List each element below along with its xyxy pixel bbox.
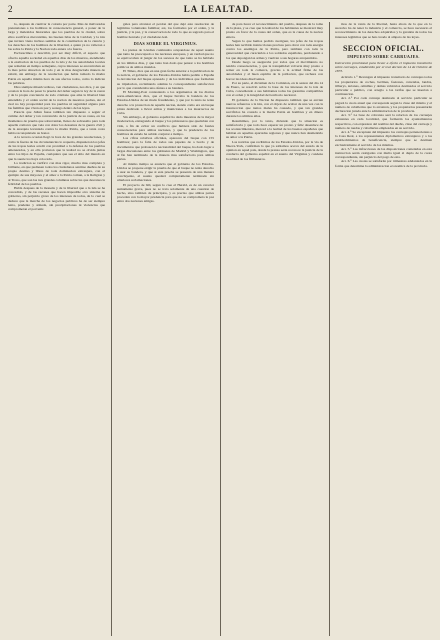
column-2: [111, 22, 214, 636]
paragraph: de para hacer el reconocimiento del pueblo, despues de la toma de la plaza, y se cree que la lealtad de los habitantes se mostrará muy pronto en favor de la causa del orden, que es la causa de la nacion entera.: [226, 22, 323, 39]
column-1: [8, 22, 105, 636]
paragraph: Esclarecimos a describir, por ser muy difícil, el aspecto que ofrecia aquella sociedad en aquellos dias de los muertos, atendiendo a la exaltacion de los pueblos de la isla y de las autoridades locales que reinaban en tiempo semejante, cuyos intereses se encontraban en la mas pobre situacion de todo y en la mas desgraciada manera de existir, sin embargo de la resolucion que habia tomado la madre Patria en aquella misma hora de sus afectos todos, como lo indican las palabras.: [8, 51, 105, 85]
paragraph: La tradicion se verificó con mas rigor, mucho mas completa y brillante, en que pudiesen todos los ciudadanos sentirse dueños de su propio destino y libres de toda dominacion extranjera, con el ejemplo de sus mayores y el amor a la Patria comun, a la Religion y al Trono, que son las tres grandes columnas sobre las que descansa la felicidad de los pueblos.: [8, 160, 105, 186]
page-header: [8, 4, 432, 16]
section-subtitle: IMPUESTO SOBRE CARRUAJES.: [347, 53, 420, 59]
paragraph: mos de la venta de la libertad, hasta ahora de la que en lo sucesivo ha de tener la industria y el comercio, se hace necesario el reconocimiento de los derechos adquiridos y la garantia de todos los intereses legitimos que se han creado al amparo de las leyes.: [335, 22, 432, 39]
paragraph: Las noticias que recibimos de los Estados-Unidos, por la via de Nueva-York, confirman lo que ya sabiamos acerca del estado de la opinion en aquel pais, donde la prensa seria reconoce la justicia de la conducta del gobierno español en el asunto del Virginius y condena la actitud de los filibusteros.: [226, 139, 323, 161]
paragraph: Art. 6.° Las cuotas se satisfarán por trimestres adelantados en la forma que determine la administracion economica de la provincia.: [335, 159, 432, 168]
paragraph: Art. 3.° La base de cobranza será la relacion de los carruajes existentes en cada localidad, que formarán los ayuntamientos respectivos, con expresion del nombre del dueño, clase del carruaje y numero de ruedas y caballerias empleadas en su servicio.: [335, 113, 432, 130]
paragraph: Parecia que Julian fuese tambien tan dispuesto a seguir el camino del deber y tan convencido de la justicia de su causa, en los momentos de prueba que sobrevenian, llenos de sobresalto para toda aquella comarca que veia con dolor los desastres de la guerra civil y de la anarquia levantada contra la madre Patria, que a tanta costa habia reconquistado su honor.: [8, 110, 105, 136]
newspaper-title: LA LEALTAD.: [183, 4, 254, 14]
paragraph: Al mismo tiempo se anuncia que el gobierno de los Estados-Unidos se propone exigir la prueba de que el buque no tenia derecho a usar su bandera, y que si esta prueba se presenta de una manera concluyente, el asunto quedará completamente terminado sin ulteriores reclamaciones.: [117, 161, 214, 183]
paragraph: Habla despues de la moneda y de la libertad que a la isla se ha concedido, y de las razones que hacen imposible otro sistema de gobierno, sin perjuicio grave de los intereses de todos, de lo cual se deduce que la marcha de los negocios publicos ha de ser siempre lenta, prudente y atinada, sin precipitaciones ni violencias que comprometan el porvenir.: [8, 185, 105, 211]
paragraph: A la tercera ocasion llegó la hora de las grandes resoluciones, y como la fuerza de las circunstancias lo requeria, dispusieron los jefes de las tropas leales acudir con prontitud a la defensa de los pueblos amenazados, y en ella probaron que la lealtad no se olvida jamas entre los hijos de España, cualquiera que sea el sitio del mundo en que la suerte los haya colocado.: [8, 135, 105, 161]
paragraph: Las cifras relativas oficiales, aparecen del buque con 155 hombres; pero la falta de todos sus papeles de a bordo y de documentos que probasen la nacionalidad del buque, ha dado lugar a largas discusiones entre los gabinetes de Madrid y Washington, que al fin han terminado de la manera mas satisfactoria para ambas partes.: [117, 136, 214, 162]
page-number: 2: [8, 4, 13, 14]
paragraph: Art. 5.° Las infracciones de las disposiciones contenidas en esta instruccion serán castigadas con multa igual al duplo de la cuota correspondiente, sin perjuicio del pago de esta.: [335, 146, 432, 160]
text-columns: [8, 22, 432, 636]
column-4: [329, 22, 432, 636]
header-rule: [8, 18, 432, 19]
paragraph: gales para alcanzar el perdon del que dejó este resolucion de legitimas voluntades familias; asi, los formados por el orden, y la justicia, y la paz, y la conservacion de todo lo que es sagrado para el hombre honrado y el ciudadano leal.: [117, 22, 214, 39]
intro-paragraph: Instruccion provisional para llevar a efecto el impuesto transitorio sobre carruajes, establecido por el real decreto de 14 de Octubre de 1873.: [335, 60, 432, 74]
paragraph: El Times, dice que en una gran fecha anterior a la publicacion de la noticia, el gobierno de los Estados-Unidos habia pedido a España la devolucion del buque apresado y de los individuos que formaban su tripulacion, reclamando ademas la correspondiente satisfaccion por lo que consideraba una ofensa a su bandera.: [117, 69, 214, 90]
paragraph: Art. 2.° Por cada carruaje destinado al servicio particular se pagará la cuota anual que corresponda segun la clase del mismo y el numero de caballerias que lo arrastren, y los propietarios presentarán declaracion jurada ante la administracion de la provincia.: [335, 96, 432, 114]
paragraph: El gobierno de la Nacion ha dispuesto tambien que se envien nuevos refuerzos a la isla, con el objeto de acabar de una vez con la insurreccion que tantos males ha causado, y que tan grandes sacrificios ha costado a la madre Patria en hombres y en dinero durante los ultimos años.: [226, 97, 323, 119]
column-3: [220, 22, 323, 636]
paragraph: El proyecto de bill, segun lo cree el Herald, es de un caracter sumamente grave, pues no se trata solamente de una cuestion de hecho, sino tambien de principios, y es preciso que ambas partes procedan con la mayor prudencia para que no se comprometa la paz entre dos naciones amigas.: [117, 182, 214, 204]
paragraph: Sin embargo, el gobierno español ha dado muestras de la mayor moderacion, entregando el buque y los prisioneros que quedaban con vida, a fin de evitar un conflicto que hubiera sido de fatales consecuencias para ambas naciones, y que la prudencia de los hombres de estado ha sabido conjurar a tiempo.: [117, 115, 214, 137]
paragraph: Segun lo que hemos podido averiguar, los jefes de las tropas leales han recibido instrucciones precisas para obrar con toda energia contra los enemigos de la Patria, pero tambien con toda la generosidad que caracteriza a los soldados españoles, perdonando a los que depongan las armas y vuelvan a sus hogares arrepentidos.: [226, 38, 323, 60]
section-title: SECCION OFICIAL.: [342, 43, 425, 53]
paragraph: Resumimos, por lo tanto, diciendo que la situacion es satisfactoria y que todo hace esperar un pronto y feliz desenlace de los acontecimientos, merced a la lealtad de los buenos españoles que habitan en aquellas apartadas regiones y que nunca han desmentido su amor a la Patria.: [226, 118, 323, 140]
paragraph: El Morning-Post contestando a los argumentos de los diarios norte-americanos dice, que el buque llevaba la bandera de los Estados-Unidos de un modo fraudulento, y que por lo tanto no tenia derecho a la proteccion de aquella nacion, siendo como era un buque pirata dedicado a llevar armas y municiones a los insurrectos de Cuba.: [117, 90, 214, 116]
paragraph: Desde luego se aseguraba por todos que el movimiento no tendria consecuencias, y que la tranquilidad volveria muy pronto a reinar en toda la comarca, gracias a la actitud firme de las autoridades y al buen espiritu de la poblacion, que rechaza con horror las ideas disolventes.: [226, 59, 323, 81]
paragraph: Articulo 1.° Devengan el impuesto transitorio de carruajes todos los propietarios de coches, berlinas, faetones, carretelas, landós, tilburys, tartanas, omnibus y demas vehiculos destinados al servicio particular o publico, con arreglo a las tarifas que se insertan a continuacion.: [335, 75, 432, 97]
paragraph: lo, después de cautivar la colonia por parte. Mas de malvaradas pretensiones a los hombres ni consecuencia general, a poner de la larga y malezidos historiales que los pueblos de la ciudad, sobre ellos sacrificos mercantiles, las buenas Islas de la Caridad, y la isla que tuviera vieno incluso semilas de la constitucion de la ciencia y los derechos de los hombres de la liberdad, a quien ya no valieron a las sobre la Patria y la Nacion toda entera a la fuerza.: [8, 22, 105, 52]
paragraph: La prensa de Lóndres continuaba ocupandose de aquel asunto que tanto ha preocupado a las naciones europeas, y en verdad que no se equivocaban al juzgar de los sucesos de que tanto se ha hablado en los últimos dias, y que tanto han dado que pensar a los hombres politicos de ambos mundos.: [117, 48, 214, 69]
article-headline: DIAS SOBRE EL VIRGINIUS.: [133, 40, 198, 46]
paragraph: Art. 4.° Se exceptuan del impuesto los carruajes pertenecientes a la Casa Real, a los representantes diplomaticos extranjeros y a los establecimientos de beneficencia, siempre que se destinen exclusivamente al servicio de los mismos.: [335, 130, 432, 147]
paragraph: Por su parte, el dictamen de la Comision, en la sesion del dia 14 de Enero, se resolvió sobre la base de los intereses de la isla de Cuba, concediendo a sus habitantes todas las garantias compatibles con el orden y la integridad del territorio nacional.: [226, 80, 323, 98]
paragraph: Dios siempre misericordioso, ven ciudadanos, nos dice, y en que ocasion la hora de pasar la prueba del deber segun la ley de la razon y de la propia conciencia de todo cristiano que ama la libertad bien entendida y el orden social de la nacion de nuestros padres, sin el cual no hay prosperidad para los pueblos ni seguridad alguna para las familias que viven en paz y sosiego dentro de las leyes.: [8, 85, 105, 111]
